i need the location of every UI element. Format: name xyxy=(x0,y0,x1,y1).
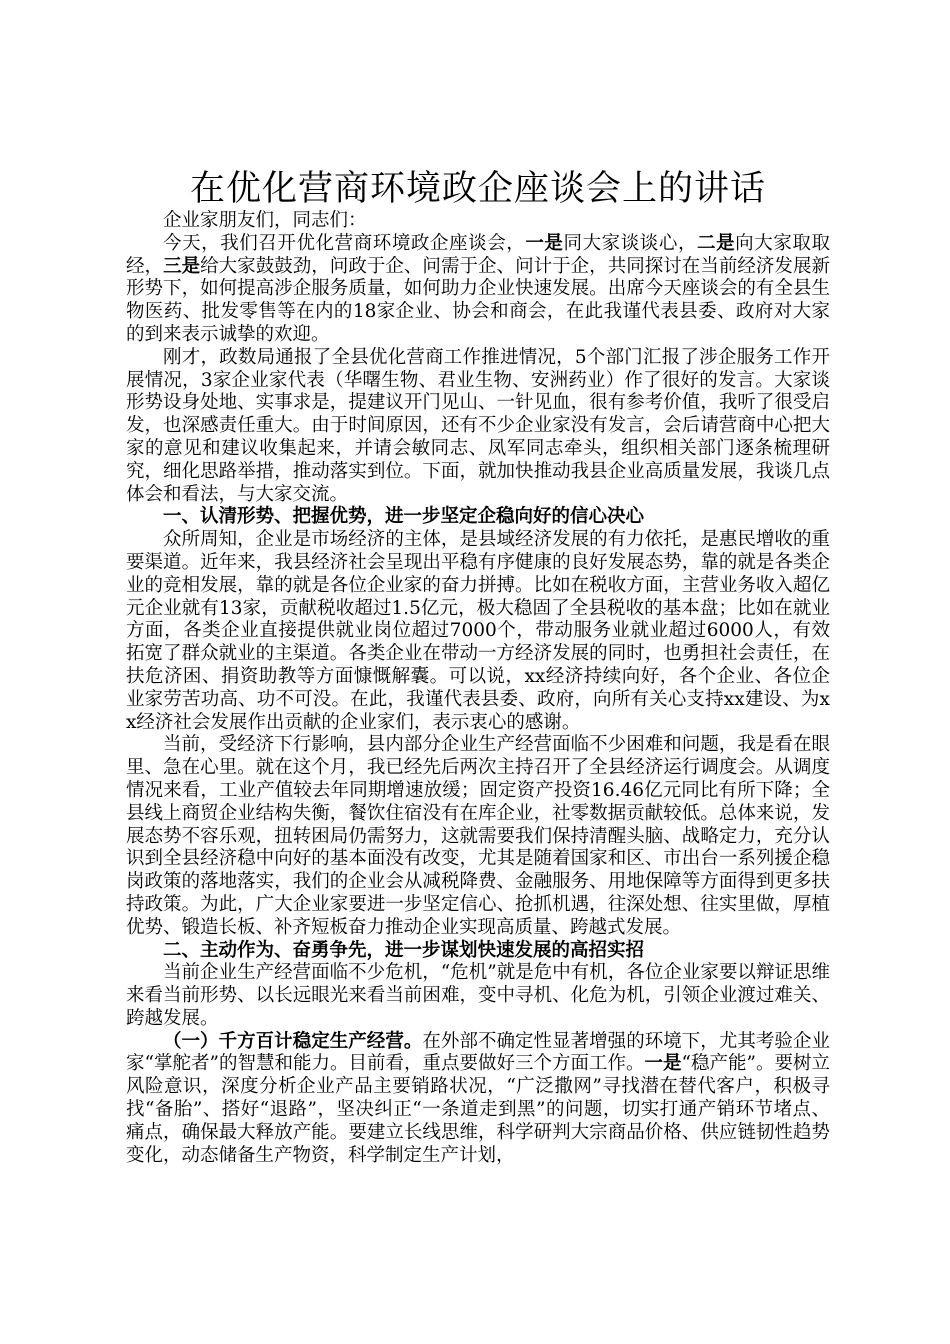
section-heading-2: 二、主动作为、奋勇争先，进一步谋划快速发展的高招实招 xyxy=(163,939,645,961)
paragraph-opening xyxy=(126,233,830,347)
paragraph-text: 今天，我们召开优化营商环境政企座谈会， xyxy=(163,232,526,254)
subsection-heading: （一）千方百计稳定生产经营。 xyxy=(163,1030,423,1052)
paragraph-text: “稳产能”。要树立风险意识，深度分析企业产品主要销路状况，“广泛撒网”寻找潜在替代客户，积极寻找“备胎”、搭好“退路”，坚决纠正“一条道走到黑”的问题，切实打通产销环节堵点、痛点，确保最大释放产能。要建立长线思维，科学研判大宗商品价格、供应链韧性趋势变化，动态储备生产物资，科学制定生产计划， xyxy=(126,1053,830,1166)
document-title: 在优化营商环境政企座谈会上的讲话 xyxy=(189,169,766,209)
section-heading-1: 一、认清形势、把握优势，进一步坚定企稳向好的信心决心 xyxy=(163,506,645,528)
paragraph-text: 同大家谈谈心， xyxy=(563,232,698,254)
paragraph-text: 在外部不确定性显著增强的环境下，尤其考验企业家“掌舵者”的智慧和能力。目前看，重点要做好三个方面工作。 xyxy=(126,1030,830,1075)
paragraph-stabilize-production xyxy=(126,1031,830,1168)
paragraph-current-situation: 当前，受经济下行影响，县内部分企业生产经营面临不少困难和问题，我是看在眼里、急在心里。就在这个月，我已经先后两次主持召开了全县经济运行调度会。从调度情况来看，工业产值较去年同期增速放缓；固定资产投资16.46亿元同比有所下降；全县线上商贸企业结构失衡，餐饮住宿没有在库企业，社零数据贡献较低。总体来说，发展态势不容乐观，扭转困局仍需努力，这就需要我们保持清醒头脑、战略定力，充分认识到全县经济稳中向好的基本面没有改变，尤其是随着国家和区、市出台一系列援企稳岗政策的落地落实，我们的企业会从减税降费、金融服务、用地保障等方面得到更多扶持政策。为此，广大企业家要进一步坚定信心、抢抓机遇，往深处想、往实里做，厚植优势、锻造长板、补齐短板奋力推动企业实现高质量、跨越式发展。 xyxy=(126,734,830,938)
emphasis-text: 三是 xyxy=(163,255,201,277)
salutation: 企业家朋友们，同志们： xyxy=(163,210,367,231)
document-page xyxy=(126,168,830,1167)
emphasis-text: 一是 xyxy=(644,1053,682,1075)
paragraph-achievements: 众所周知，企业是市场经济的主体，是县域经济发展的有力依托，是惠民增收的重要渠道。近年来，我县经济社会呈现出平稳有序健康的良好发展态势，靠的就是各类企业的竞相发展，靠的就是各位企业家的奋力拼搏。比如在税收方面，主营业务收入超亿元企业就有13家，贡献税收超过1.5亿元，极大稳固了全县税收的基本盘；比如在就业方面，各类企业直接提供就业岗位超过7000个，带动服务业就业超过6000人，有效拓宽了群众就业的主渠道。各类企业在带动一方经济发展的同时，也勇担社会责任，在扶危济困、捐资助教等方面慷慨解囊。可以说，xx经济持续向好，各个企业、各位企业家劳苦功高、功不可没。在此，我谨代表县委、政府，向所有关心支持xx建设、为xx经济社会发展作出贡献的企业家们，表示衷心的感谢。 xyxy=(126,529,830,733)
emphasis-text: 二是 xyxy=(697,232,736,254)
emphasis-text: 一是 xyxy=(525,232,564,254)
paragraph-crisis: 当前企业生产经营面临不少危机，“危机”就是危中有机，各位企业家要以辩证思维来看当前形势、以长远眼光来看当前困难，变中寻机、化危为机，引领企业渡过难关、跨越发展。 xyxy=(126,962,830,1029)
paragraph-review: 刚才，政数局通报了全县优化营商工作推进情况，5个部门汇报了涉企服务工作开展情况，3家企业家代表（华曙生物、君业生物、安洲药业）作了很好的发言。大家谈形势设身处地、实事求是，提建议开门见山、一针见血，很有参考价值，我听了很受启发，也深感责任重大。由于时间原因，还有不少企业家没有发言，会后请营商中心把大家的意见和建议收集起来，并请会敏同志、凤军同志牵头，组织相关部门逐条梳理研究，细化思路举措，推动落实到位。下面，就加快推动我县企业高质量发展，我谈几点体会和看法，与大家交流。 xyxy=(126,346,830,505)
paragraph-text: 给大家鼓鼓劲，问政于企、问需于企、问计于企，共同探讨在当前经济发展新形势下，如何提高涉企服务质量，如何助力企业快速发展。出席今天座谈会的有全县生物医药、批发零售等在内的18家企业、协会和商会，在此我谨代表县委、政府对大家的到来表示诚挚的欢迎。 xyxy=(126,255,830,345)
paragraph-text: 向大家取取经， xyxy=(126,232,830,277)
